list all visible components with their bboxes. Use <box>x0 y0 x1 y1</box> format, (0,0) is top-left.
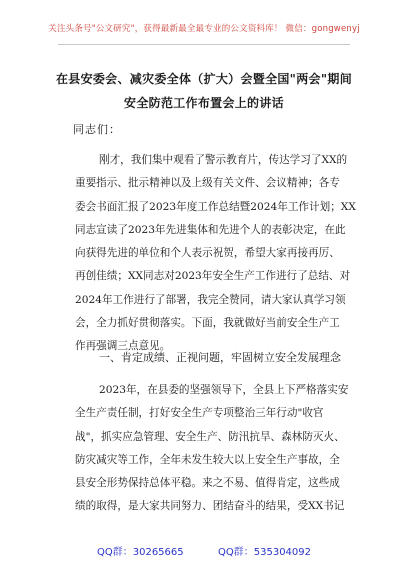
header-notice: 关注头条号"公文研究"，获得最新最全最专业的公文资料库！ 微信：gongwenyj <box>48 24 360 34</box>
paragraph-line: 重要指示、批示精神以及上级有关文件、会议精神；各专 <box>75 177 340 190</box>
paragraph-line: 绩的取得，是大家共同努力、团结奋斗的结果，受XX书记 <box>75 500 345 513</box>
paragraph-line: 再创佳绩；XX同志对2023年安全生产工作进行了总结、对 <box>75 270 351 283</box>
paragraph-line: 同志宣读了2023年先进集体和先进个人的表彰决定，在此 <box>75 223 346 236</box>
paragraph-line: 2023年，在县委的坚强领导下，全县上下严格落实安 <box>99 384 349 396</box>
qq-group-1: QQ群：30265665 <box>96 547 184 558</box>
footer-contact <box>0 543 408 558</box>
document-title <box>40 67 368 115</box>
paragraph-line: 向获得先进的单位和个人表示祝贺，希望大家再接再厉、 <box>75 247 340 260</box>
title-line: 在县安委会、减灾委全体（扩大）会暨全国"两会"期间 <box>55 72 352 86</box>
paragraph-line: 战"，抓实应急管理、安全生产、防汛抗旱、森林防灭火、 <box>75 430 345 443</box>
body-paragraph-2 <box>75 379 349 519</box>
salutation: 同志们： <box>73 123 121 136</box>
body-paragraph-1 <box>75 149 356 359</box>
paragraph-line: 县安全形势保持总体平稳。来之不易、值得肯定，这些成 <box>75 477 340 490</box>
paragraph-line: 会，全力抓好贯彻落实。下面，我就做好当前安全生产工 <box>75 317 340 330</box>
header-divider <box>58 44 350 45</box>
paragraph-line: 刚才，我们集中观看了警示教育片，传达学习了XX的 <box>99 154 348 166</box>
paragraph-line: 委会书面汇报了2023年度工作总结暨2024年工作计划；XX <box>75 200 356 213</box>
qq-group-2: QQ群：535304092 <box>218 547 312 558</box>
paragraph-line: 全生产责任制，打好安全生产专项整治三年行动"收官 <box>75 407 324 420</box>
paragraph-line: 防灾减灾等工作，全年未发生较大以上安全生产事故，全 <box>75 453 340 466</box>
section-heading-1: 一、肯定成绩、正视问题，牢固树立安全发展理念 <box>99 351 341 364</box>
paragraph-line: 2024年工作进行了部署，我完全赞同，请大家认真学习领 <box>75 293 346 306</box>
title-line: 安全防范工作布置会上的讲话 <box>124 96 284 110</box>
paragraph-line: 作再强调三点意见。 <box>75 340 171 353</box>
